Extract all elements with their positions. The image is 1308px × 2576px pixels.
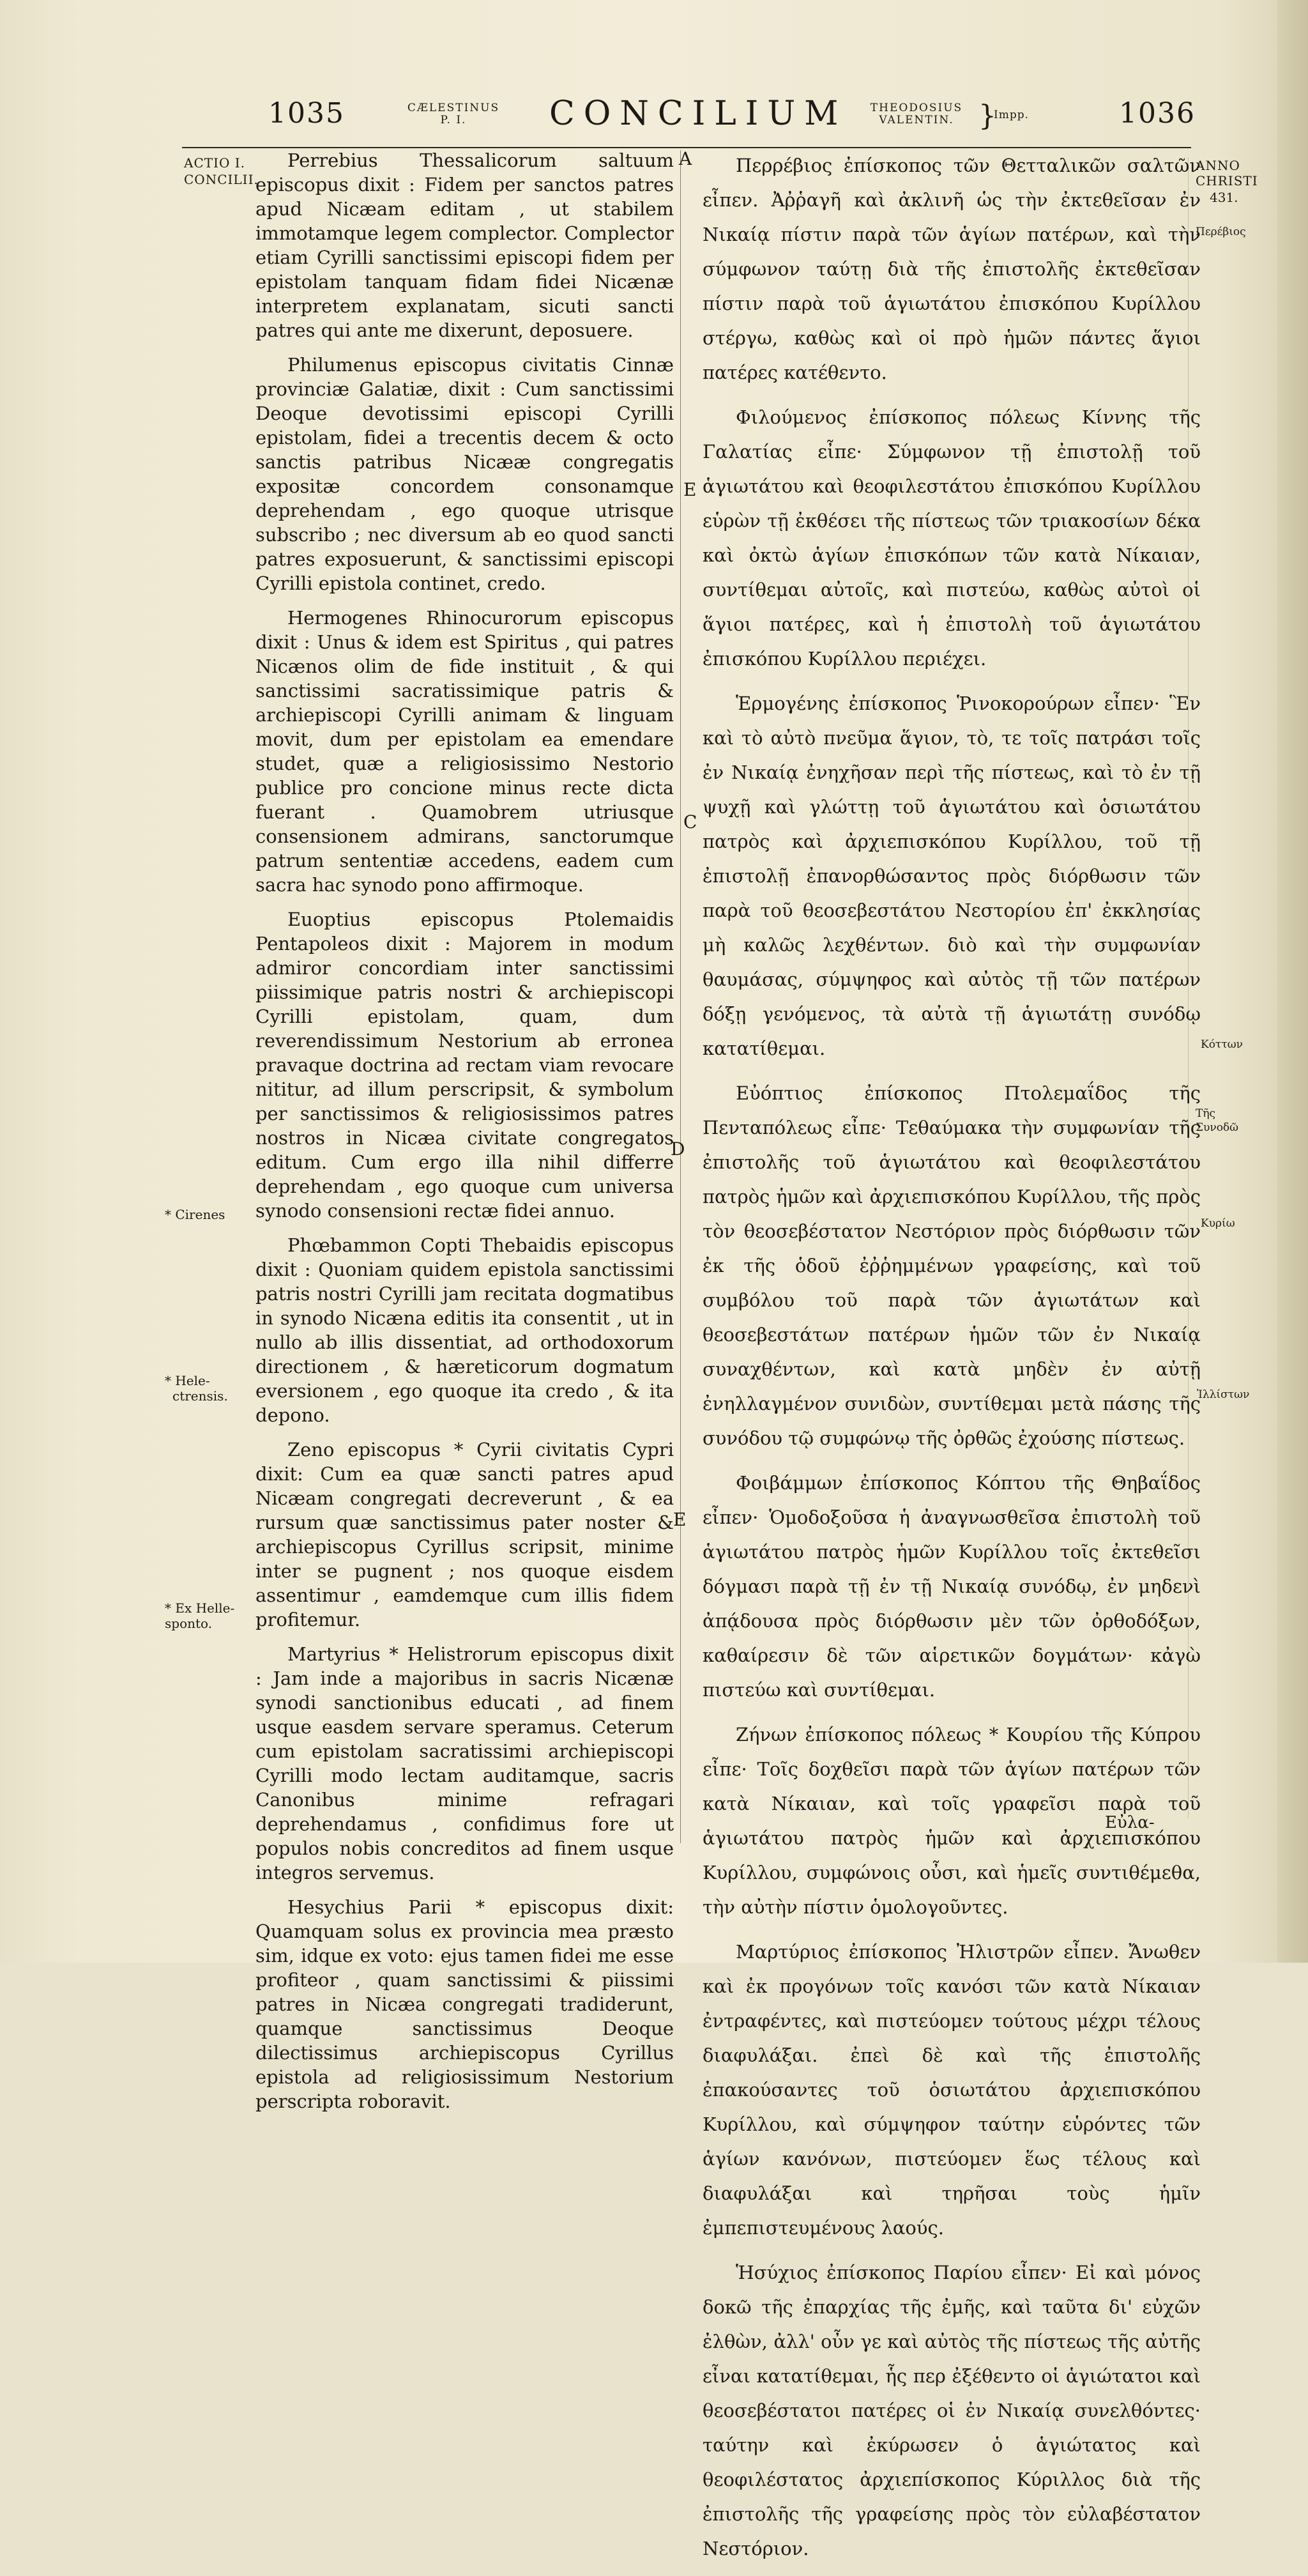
- header-emperor-2: VALENTIN.: [879, 114, 954, 126]
- margin-note-tes-1: Τῆς: [1196, 1107, 1216, 1120]
- running-header: [0, 95, 1308, 141]
- latin-column: [255, 148, 674, 2124]
- margin-christi: CHRISTI: [1196, 173, 1258, 188]
- section-letter-e2: E: [673, 1509, 687, 1530]
- catchword: Εὐλα-: [1105, 1813, 1155, 1832]
- greek-paragraph: Φιλούμενος ἐπίσκοπος πόλεως Κίννης τῆς Γαλατίας εἶπε· Σύμφωνον τῇ ἐπιστολῇ τοῦ ἁγιωτάτου καὶ θεοφιλεστάτου ἐπισκόπου Κυρίλλου εὑρὼν τῇ ἐκθέσει τῆς πίστεως τῶν τριακοσίων δέκα καὶ ὀκτὼ ἁγίων ἐπισκόπων τῶν κατὰ Νίκαιαν, συντίθεμαι αὐτοῖς, καὶ πιστεύω, καθὼς αὐτοὶ οἱ ἅγιοι πατέρες, καὶ ἡ ἐπιστολὴ τοῦ ἁγιωτάτου ἐπισκόπου Κυρίλλου περιέχει.: [703, 406, 1201, 670]
- margin-note-hele-1: * Hele-: [165, 1373, 210, 1388]
- header-impp: Impp.: [994, 109, 1030, 121]
- latin-paragraph: Martyrius * Helistrorum episcopus dixit : Jam inde a majoribus in sacris Nicænæ synodi sanctionibus educati , ad finem usque easdem servare speramus. Ceterum cum epistolam sacratissimi archiepiscopi Cyrilli modo lectam auditamque, sacris Canonibus minime refragari deprehendamus , confidimus fore ut populos nobis concreditos ad finem usque integros servemus.: [255, 1643, 674, 1883]
- margin-note-kotton: Κόττων: [1201, 1038, 1243, 1051]
- greek-paragraph: Περρέβιος ἐπίσκοπος τῶν Θετταλικῶν σαλτῶν εἶπεν. Ἀῤῥαγῆ καὶ ἀκλινῆ ὡς τὴν ἐκτεθεῖσαν ἐν Νικαίᾳ πίστιν παρὰ τῶν ἁγίων πατέρων, καὶ τὴν σύμφωνον ταύτῃ διὰ τῆς ἐπιστολῆς ἐκτεθεῖσαν πίστιν παρὰ τοῦ ἁγιωτάτου ἐπισκόπου Κυρίλλου στέργω, καθὼς καὶ οἱ πρὸ ἡμῶν πάντες ἅγιοι πατέρες κατέθεντο.: [703, 155, 1201, 383]
- margin-anno: ANNO: [1196, 158, 1240, 173]
- margin-note-perebios: Περέβιος: [1196, 226, 1246, 238]
- margin-concilii: CONCILII.: [184, 172, 259, 187]
- greek-paragraph: Ἑρμογένης ἐπίσκοπος Ῥινοκορούρων εἶπεν· Ἓν καὶ τὸ αὐτὸ πνεῦμα ἅγιον, τὸ, τε τοῖς πατράσι τοῖς ἐν Νικαίᾳ ἐνηχῆσαν περὶ τῆς πίστεως, καὶ τὸ ἐν τῇ ψυχῇ καὶ γλώττῃ τοῦ ἁγιωτάτου καὶ ὁσιωτάτου πατρὸς καὶ ἀρχιεπισκόπου Κυρίλλου, τοῦ τῇ ἐπιστολῇ ἐπανορθώσαντος πρὸς διόρθωσιν τῶν παρὰ τοῦ θεοσεβεστάτου Νεστορίου ἐπ' ἐκκλησίας μὴ καλῶς λεχθέντων. διὸ καὶ τὴν συμφωνίαν θαυμάσας, σύμψηφος καὶ αὐτὸς τῇ τῶν πατέρων δόξῃ γενόμενος, τὰ αὐτὰ τῇ ἁγιωτάτῃ συνόδῳ κατατίθεμαι.: [703, 693, 1201, 1059]
- latin-paragraph: Hesychius Parii * episcopus dixit: Quamquam solus ex provincia mea præsto sim, idque ex voto: ejus tamen fidei me esse profiteor , quam sanctissimi & piissimi patres in Nicæa congregati tradiderunt, quamque sanctissimus Deoque dilectissimus archiepiscopus Cyrillus epistola ad religiosissimum Nestorium perscripta roboravit.: [255, 1896, 674, 2112]
- greek-paragraph: Μαρτύριος ἐπίσκοπος Ἠλιστρῶν εἶπεν. Ἄνωθεν καὶ ἐκ προγόνων τοῖς κανόσι τῶν κατὰ Νίκαιαν ἐντραφέντες, καὶ πιστεύομεν τούτους μέχρι τέλους διαφυλάξαι. ἐπεὶ δὲ καὶ τῆς ἐπιστολῆς ἐπακούσαντες τοῦ ὁσιωτάτου ἀρχιεπισκόπου Κυρίλλου, καὶ σύμψηφον ταύτην εὑρόντες τῶν ἁγίων κανόνων, πιστεύομεν ἕως τέλους καὶ διαφυλάξαι καὶ τηρῆσαι τοὺς ἡμῖν ἐμπεπιστευμένους λαούς.: [703, 1941, 1201, 2239]
- header-emperor-1: THEODOSIUS: [870, 102, 963, 114]
- margin-note-cirenes: * Cirenes: [165, 1207, 225, 1222]
- header-pope-name: CÆLESTINUS: [407, 102, 500, 114]
- margin-note-tes-2: Συνοδῶ: [1196, 1121, 1239, 1134]
- column-divider: [680, 150, 681, 1843]
- greek-paragraph: Φοιβάμμων ἐπίσκοπος Κόπτου τῆς Θηβαΐδος εἶπεν· Ὁμοδοξοῦσα ἡ ἀναγνωσθεῖσα ἐπιστολὴ τοῦ ἁγιωτάτου πατρὸς ἡμῶν Κυρίλλου τοῖς ἐκτεθεῖσι δόγμασι παρὰ τῇ ἐν τῇ Νικαίᾳ συνόδῳ, ἐν μηδενὶ ἀπᾴδουσα πρὸς διόρθωσιν μὲν τῶν ὀρθοδόξων, καθαίρεσιν δὲ τῶν αἱρετικῶν δογμάτων· κἀγὼ πιστεύω καὶ συντίθεμαι.: [703, 1472, 1201, 1701]
- section-letter-d: D: [671, 1138, 685, 1160]
- margin-actio: ACTIO I.: [184, 155, 245, 171]
- latin-paragraph: Euoptius episcopus Ptolemaidis Pentapoleos dixit : Majorem in modum admiror concordiam inter sanctissimi piissimique patris nostri & archiepiscopi Cyrilli epistolam, quam, dum reverendissimum Nestorium ab erronea pravaque doctrina ad rectam viam revocare nititur, ad illum perscripsit, & symbolum per sanctissimos & religiosissimos patres nostros in Nicæa civitate congregatos editum. Cum ergo illa nihil differre deprehendam , ego quoque cum universa synodo consensioni rectæ fidei annuo.: [255, 908, 674, 1222]
- latin-paragraph: Hermogenes Rhinocurorum episcopus dixit : Unus & idem est Spiritus , qui patres Nicænos olim de fide instituit , & qui sanctissimi sacratissimique patris & archiepiscopi Cyrilli animam & linguam movit, dum per epistolam ea emendare studet, quæ a religiosissimo Nestorio publice pro concione minus recte dicta fuerant . Quamobrem utriusque consensionem admirans, sanctorumque patrum sententiæ accedens, eadem cum sacra hac synodo pono affirmoque.: [255, 607, 674, 896]
- margin-note-exhelle-2: sponto.: [165, 1616, 213, 1631]
- page-edge: [1277, 0, 1308, 1963]
- margin-note-hele-2: ctrensis.: [172, 1388, 228, 1404]
- latin-paragraph: Perrebius Thessalicorum saltuum episcopus dixit : Fidem per sanctos patres apud Nicæam editam , ut stabilem immotamque legem complector. Complector etiam Cyrilli sanctissimi episcopi fidem per epistolam tanquam fidam fidei Nicænæ interpretem explanatam, sicuti sancti patres qui ante me dixerunt, deposuere.: [255, 150, 674, 341]
- margin-year: 431.: [1210, 190, 1238, 205]
- section-letter-a: A: [679, 148, 692, 169]
- latin-paragraph: Phœbammon Copti Thebaidis episcopus dixit : Quoniam quidem epistola sanctissimi patris nostri Cyrilli jam recitata dogmatibus in synodo Nicæna editis ita consentit , ut in nullo ab illis dissentiat, ad orthodoxorum directionem , & hæreticorum dogmatum eversionem , ego quoque ita credo , & ita depono.: [255, 1234, 674, 1426]
- section-letter-e: E: [683, 479, 697, 500]
- margin-note-kypr: Κυρίω: [1201, 1217, 1235, 1230]
- page-title: CONCILIUM: [549, 95, 848, 133]
- latin-paragraph: Zeno episcopus * Cyrii civitatis Cypri dixit: Cum ea quæ sancti patres apud Nicæam congregati decreverunt , & ea rursum quæ sanctissimus pater noster & archiepiscopus Cyrillus scripsit, minime inter se pugnent ; nos quoque eisdem assentimur , eamdemque cum illis fidem profitemur.: [255, 1439, 674, 1630]
- header-pope-number: P. I.: [440, 114, 467, 126]
- margin-note-ilis: Ἰλλίστων: [1197, 1388, 1250, 1401]
- section-letter-c: C: [683, 811, 697, 832]
- greek-paragraph: Ζήνων ἐπίσκοπος πόλεως * Κουρίου τῆς Κύπρου εἶπε· Τοῖς δοχθεῖσι παρὰ τῶν ἁγίων πατέρων τῶν κατὰ Νίκαιαν, καὶ τοῖς γραφεῖσι παρὰ τοῦ ἁγιωτάτου πατρὸς ἡμῶν καὶ ἀρχιεπισκόπου Κυρίλλου, συμφώνοις οὖσι, καὶ ἡμεῖς συντιθέμεθα, τὴν αὐτὴν πίστιν ὁμολογοῦντες.: [703, 1724, 1201, 1918]
- latin-paragraph: Philumenus episcopus civitatis Cinnæ provinciæ Galatiæ, dixit : Cum sanctissimi Deoque devotissimi episcopi Cyrilli epistolam, fidei a trecentis decem & octo sanctis patribus Nicææ congregatis expositæ concordem consonamque deprehendam , ego quoque utrisque subscribo ; nec diversum ab eo quod sancti patres exposuerunt, & sanctissimi episcopi Cyrilli epistola continet, credo.: [255, 354, 674, 594]
- page-number-left: 1035: [268, 97, 345, 130]
- page-number-right: 1036: [1119, 97, 1196, 130]
- greek-paragraph: Ἡσύχιος ἐπίσκοπος Παρίου εἶπεν· Εἰ καὶ μόνος δοκῶ τῆς ἐπαρχίας τῆς ἐμῆς, καὶ ταῦτα δι' εὐχῶν ἐλθὼν, ἀλλ' οὖν γε καὶ αὐτὸς τῆς πίστεως τῆς αὐτῆς εἶναι κατατίθεμαι, ἧς περ ἐξέθεντο οἱ ἁγιώτατοι καὶ θεοσεβέστατοι πατέρες οἱ ἐν Νικαίᾳ συνελθόντες· ταύτην καὶ ἐκύρωσεν ὁ ἁγιώτατος καὶ θεοφιλέστατος ἀρχιεπίσκοπος Κύριλλος διὰ τῆς ἐπιστολῆς τῆς γραφείσης πρὸς τὸν εὐλαβέστατον Νεστόριον.: [703, 2262, 1201, 2559]
- greek-column: [703, 148, 1201, 2576]
- margin-note-exhelle-1: * Ex Helle-: [165, 1600, 235, 1616]
- greek-paragraph: Εὐόπτιος ἐπίσκοπος Πτολεμαΐδος τῆς Πενταπόλεως εἶπε· Τεθαύμακα τὴν συμφωνίαν τῆς ἐπιστολῆς τοῦ ἁγιωτάτου καὶ θεοφιλεστάτου πατρὸς ἡμῶν καὶ ἀρχιεπισκόπου Κυρίλλου, τῆς πρὸς τὸν θεοσεβέστατον Νεστόριον πρὸς διόρθωσιν τῶν ἐκ τῆς ὁδοῦ ἐῤῥημμένων γραφείσης, καὶ τοῦ συμβόλου τοῦ παρὰ τῶν ἁγιωτάτων καὶ θεοσεβεστάτων πατέρων ἡμῶν τῶν ἐν Νικαίᾳ συναχθέντων, καὶ κατὰ μηδὲν ἐν αὐτῇ ἐνηλλαγμένον συνιδὼν, συντίθεμαι μετὰ πάσης τῆς συνόδου τῷ συμφώνῳ τῆς ὀρθῶς ἐχούσης πίστεως.: [703, 1082, 1201, 1449]
- brace-symbol: }: [978, 100, 996, 132]
